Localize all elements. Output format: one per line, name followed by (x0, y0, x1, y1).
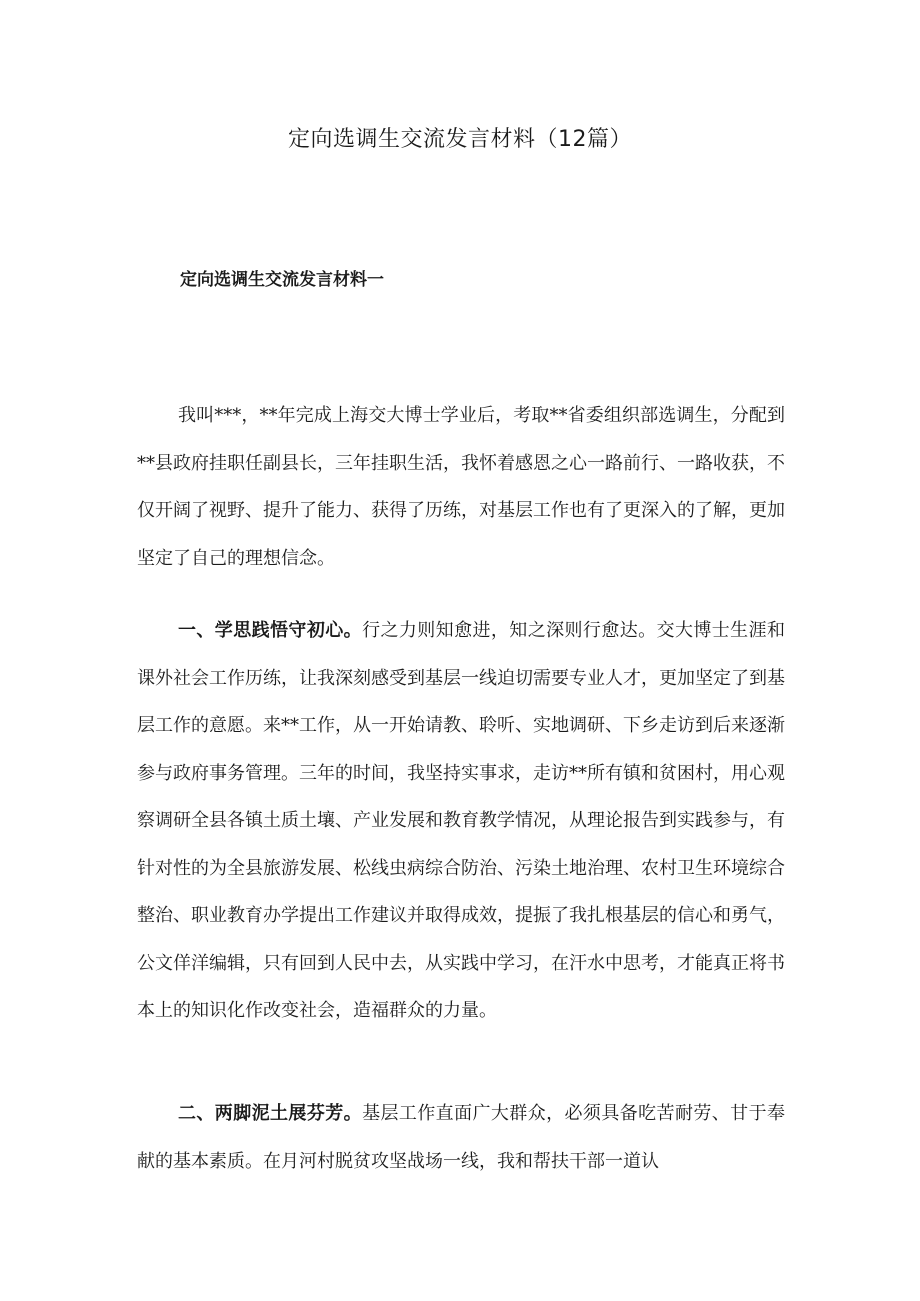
section-heading: 定向选调生交流发言材料一 (180, 270, 384, 290)
paragraph-section-one (137, 607, 785, 1035)
paragraph-text: 我叫***，**年完成上海交大博士学业后，考取**省委组织部选调生，分配到**县政府挂职任副县长，三年挂职生活，我怀着感恩之心一路前行、一路收获，不仅开阔了视野、提升了能力、获得了历练，对基层工作也有了更深入的了解，更加坚定了自己的理想信念。 (137, 405, 785, 569)
paragraph-text: 基层工作直面广大群众，必须具备吃苦耐劳、甘于奉献的基本素质。在月河村脱贫攻坚战场一线，我和帮扶干部一道认 (137, 1103, 785, 1172)
paragraph-text: 行之力则知愈进，知之深则行愈达。交大博士生涯和课外社会工作历练，让我深刻感受到基层一线迫切需要专业人才，更加坚定了到基层工作的意愿。来**工作，从一开始请教、聆听、实地调研、下乡走访到后来逐渐参与政府事务管理。三年的时间，我坚持实事求，走访**所有镇和贫困村，用心观察调研全县各镇土质土壤、产业发展和教育教学情况，从理论报告到实践参与，有针对性的为全县旅游发展、松线虫病综合防治、污染土地治理、农村卫生环境综合整治、职业教育办学提出工作建议并取得成效，提振了我扎根基层的信心和勇气，公文佯洋编辑，只有回到人民中去，从实践中学习，在汗水中思考，才能真正将书本上的知识化作改变社会，造福群众的力量。 (137, 620, 785, 1021)
document-title: 定向选调生交流发言材料（12篇） (288, 127, 632, 152)
paragraph-lead: 二、两脚泥土展芬芳。 (178, 1103, 363, 1124)
paragraph-intro (137, 392, 785, 582)
paragraph-lead: 一、学思践悟守初心。 (178, 620, 363, 641)
paragraph-section-two (137, 1090, 785, 1185)
